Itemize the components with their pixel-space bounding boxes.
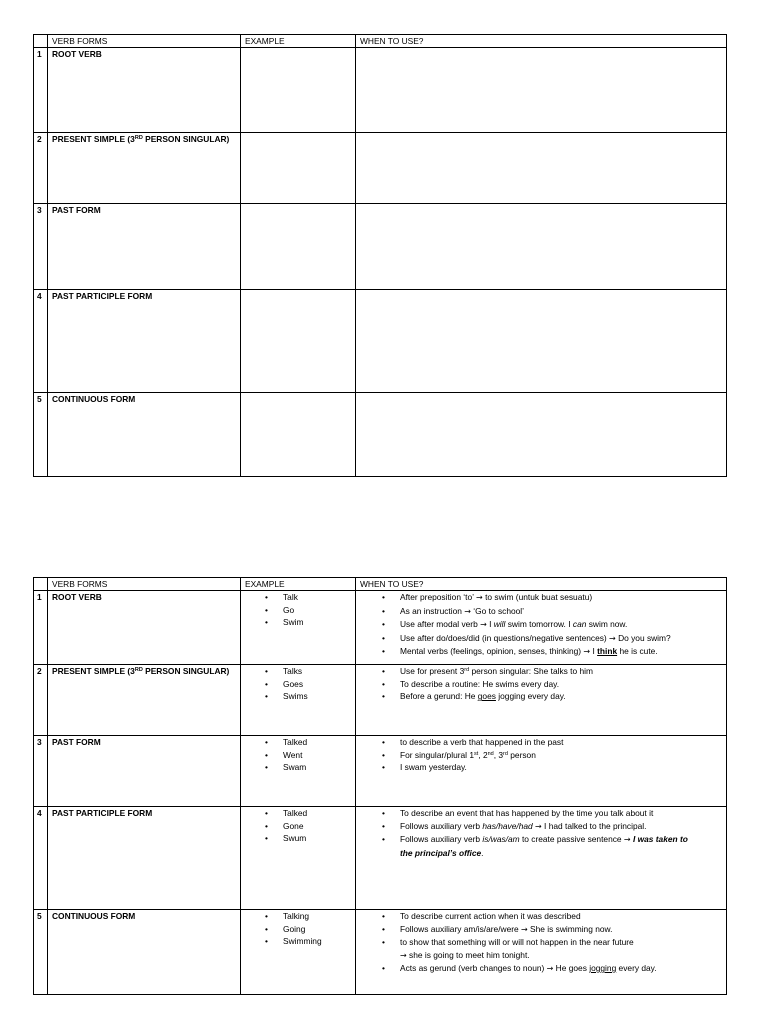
row-number: 1 — [34, 591, 48, 665]
example-cell — [241, 290, 356, 393]
verb-form-label: PRESENT SIMPLE (3RD PERSON SINGULAR) — [48, 665, 241, 736]
table-row — [34, 48, 727, 133]
verb-form-label: PAST PARTICIPLE FORM — [48, 290, 241, 393]
example-item: • Going — [245, 923, 355, 935]
when-to-use-cell — [356, 133, 727, 204]
when-to-use-cell — [356, 204, 727, 290]
when-to-use-cell — [356, 736, 727, 807]
when-to-use-cell — [356, 807, 727, 910]
verb-form-label: PAST FORM — [48, 736, 241, 807]
usage-item: • Mental verbs (feelings, opinion, senses, thinking) → I think he is cute. — [360, 645, 726, 658]
when-to-use-cell — [356, 290, 727, 393]
example-cell — [241, 48, 356, 133]
verb-form-label: CONTINUOUS FORM — [48, 910, 241, 995]
example-item: • Gone — [245, 820, 355, 832]
blank-verb-table — [33, 34, 727, 477]
example-cell — [241, 393, 356, 477]
example-cell — [241, 807, 356, 910]
example-cell — [241, 665, 356, 736]
usage-item: • to show that something will or will not happen in the near future → she is going to meet him tonight. — [360, 936, 726, 962]
row-number: 2 — [34, 665, 48, 736]
row-number: 4 — [34, 807, 48, 910]
example-item: • Swam — [245, 761, 355, 773]
usage-item: • Follows auxiliary verb is/was/am to create passive sentence → I was taken to the principal’s office. — [360, 833, 726, 859]
example-cell — [241, 204, 356, 290]
table-row — [34, 133, 727, 204]
example-item: • Talk — [245, 591, 355, 603]
row-number: 2 — [34, 133, 48, 204]
header-verb-forms: VERB FORMS — [48, 578, 241, 591]
usage-item: • to describe a verb that happened in the past — [360, 736, 726, 748]
row-number: 4 — [34, 290, 48, 393]
verb-form-label: CONTINUOUS FORM — [48, 393, 241, 477]
table-row — [34, 807, 727, 910]
when-to-use-cell — [356, 910, 727, 995]
example-cell — [241, 736, 356, 807]
when-to-use-cell — [356, 591, 727, 665]
verb-form-label: PRESENT SIMPLE (3RD PERSON SINGULAR) — [48, 133, 241, 204]
example-item: • Talking — [245, 910, 355, 922]
row-number: 5 — [34, 910, 48, 995]
example-item: • Swimming — [245, 935, 355, 947]
usage-item: • I swam yesterday. — [360, 761, 726, 773]
example-item: • Swims — [245, 690, 355, 702]
header-num — [34, 578, 48, 591]
verb-form-label: ROOT VERB — [48, 48, 241, 133]
row-number: 5 — [34, 393, 48, 477]
example-item: • Went — [245, 749, 355, 761]
example-cell — [241, 133, 356, 204]
usage-item: • For singular/plural 1st, 2nd, 3rd person — [360, 749, 726, 761]
usage-item: • Acts as gerund (verb changes to noun) → He goes jogging every day. — [360, 962, 726, 975]
table-header-row — [34, 35, 727, 48]
usage-item: • Use for present 3rd person singular: She talks to him — [360, 665, 726, 677]
example-item: • Talks — [245, 665, 355, 677]
header-num — [34, 35, 48, 48]
example-item: • Talked — [245, 807, 355, 819]
filled-verb-table — [33, 577, 727, 995]
example-item: • Goes — [245, 678, 355, 690]
usage-item: • After preposition ‘to’ → to swim (untuk buat sesuatu) — [360, 591, 726, 604]
usage-item: • To describe current action when it was described — [360, 910, 726, 922]
table-row — [34, 665, 727, 736]
verb-form-label: ROOT VERB — [48, 591, 241, 665]
table-row — [34, 204, 727, 290]
example-item: • Talked — [245, 736, 355, 748]
usage-item: • As an instruction → ‘Go to school’ — [360, 605, 726, 618]
verb-form-label: PAST PARTICIPLE FORM — [48, 807, 241, 910]
table-row — [34, 591, 727, 665]
when-to-use-cell — [356, 665, 727, 736]
example-item: • Swim — [245, 616, 355, 628]
usage-item: • Before a gerund: He goes jogging every day. — [360, 690, 726, 702]
when-to-use-cell — [356, 48, 727, 133]
table-header-row — [34, 578, 727, 591]
usage-item: • To describe a routine: He swims every day. — [360, 678, 726, 690]
example-item: • Go — [245, 604, 355, 616]
usage-item: • Use after do/does/did (in questions/negative sentences) → Do you swim? — [360, 632, 726, 645]
usage-item: • Use after modal verb → I will swim tomorrow. I can swim now. — [360, 618, 726, 631]
row-number: 3 — [34, 204, 48, 290]
example-cell — [241, 910, 356, 995]
header-example: EXAMPLE — [241, 578, 356, 591]
header-verb-forms: VERB FORMS — [48, 35, 241, 48]
verb-form-label: PAST FORM — [48, 204, 241, 290]
row-number: 3 — [34, 736, 48, 807]
table-row — [34, 736, 727, 807]
when-to-use-cell — [356, 393, 727, 477]
table-row — [34, 393, 727, 477]
header-example: EXAMPLE — [241, 35, 356, 48]
usage-item: • Follows auxiliary verb has/have/had → I had talked to the principal. — [360, 820, 726, 833]
usage-item: • To describe an event that has happened by the time you talk about it — [360, 807, 726, 819]
usage-item: • Follows auxiliary am/is/are/were → She is swimming now. — [360, 923, 726, 936]
table-row — [34, 290, 727, 393]
example-cell — [241, 591, 356, 665]
table-row — [34, 910, 727, 995]
header-when-to-use: WHEN TO USE? — [356, 578, 727, 591]
header-when-to-use: WHEN TO USE? — [356, 35, 727, 48]
row-number: 1 — [34, 48, 48, 133]
example-item: • Swum — [245, 832, 355, 844]
